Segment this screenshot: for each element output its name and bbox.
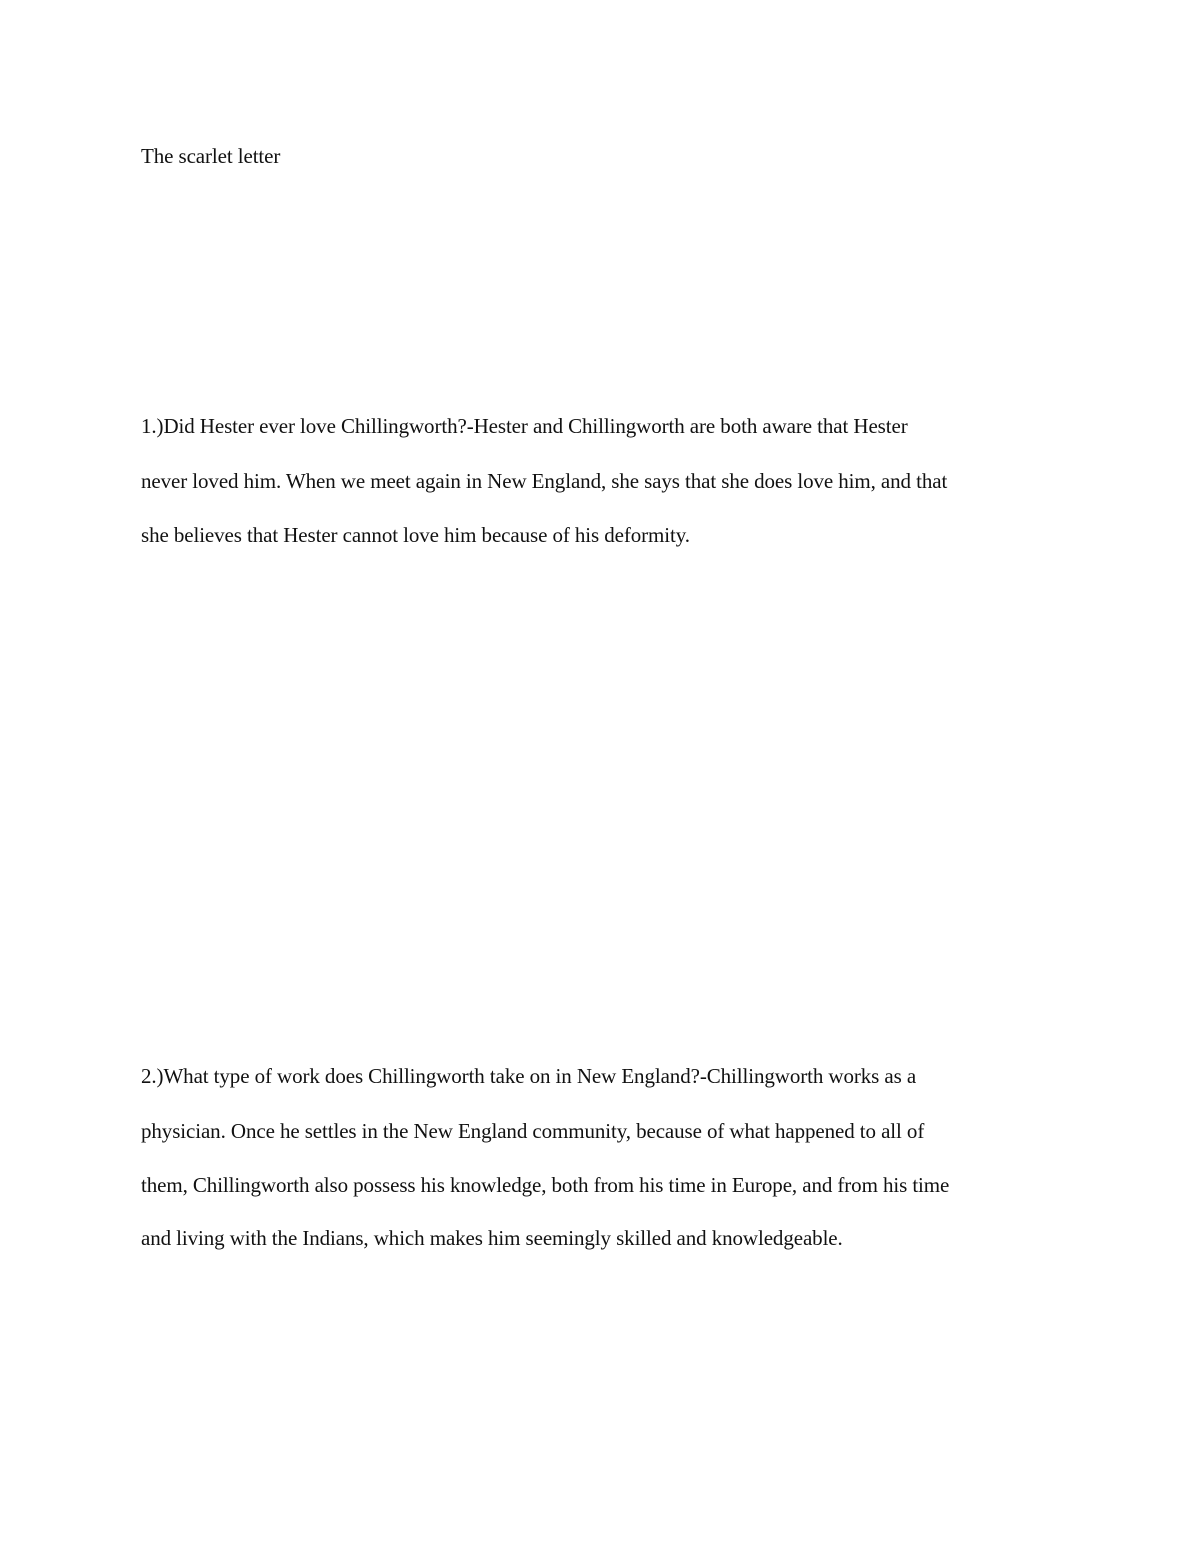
question-1-line: 1.)Did Hester ever love Chillingworth?-Hester and Chillingworth are both aware that Hester: [141, 414, 908, 438]
document-title: The scarlet letter: [141, 144, 281, 168]
question-2-line: them, Chillingworth also possess his knowledge, both from his time in Europe, and from his time: [141, 1173, 950, 1197]
question-2-line: and living with the Indians, which makes him seemingly skilled and knowledgeable.: [141, 1226, 843, 1250]
question-2-line: physician. Once he settles in the New England community, because of what happened to all of: [141, 1119, 925, 1143]
question-2-line: 2.)What type of work does Chillingworth take on in New England?-Chillingworth works as a: [141, 1064, 917, 1088]
question-1-line: never loved him. When we meet again in New England, she says that she does love him, and that: [141, 469, 948, 493]
question-1-line: she believes that Hester cannot love him because of his deformity.: [141, 523, 690, 547]
